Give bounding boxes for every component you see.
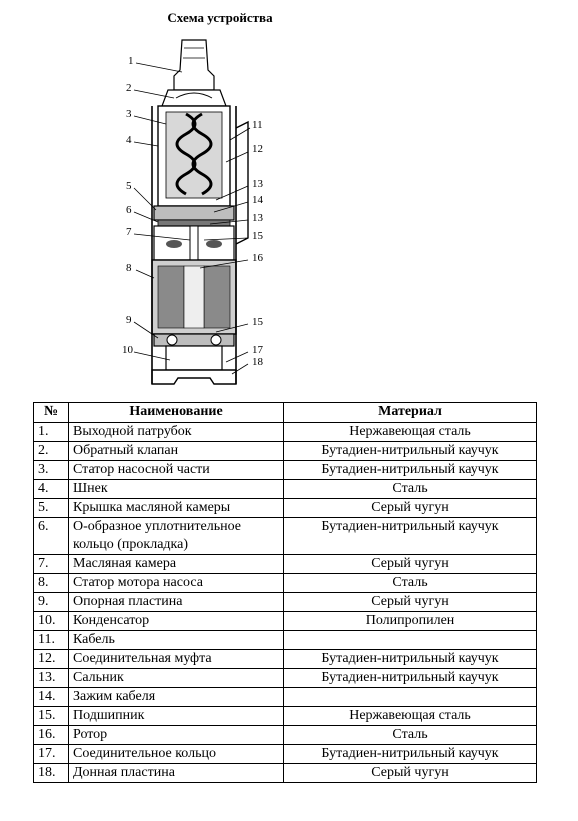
callout-13a: 13	[252, 178, 263, 190]
row-material: Серый чугун	[284, 555, 537, 574]
table-row	[34, 555, 537, 574]
row-name: Статор мотора насоса	[69, 574, 284, 593]
table-row	[34, 688, 537, 707]
callout-4: 4	[126, 134, 132, 146]
callout-10: 10	[122, 344, 133, 356]
row-number: 6.	[34, 518, 69, 555]
callout-14: 14	[252, 194, 263, 206]
row-number: 15.	[34, 707, 69, 726]
row-name: Ротор	[69, 726, 284, 745]
row-number: 17.	[34, 745, 69, 764]
table-row	[34, 726, 537, 745]
table-row	[34, 612, 537, 631]
callout-18: 18	[252, 356, 263, 368]
table-row	[34, 593, 537, 612]
table-row	[34, 480, 537, 499]
row-material: Бутадиен-нитрильный каучук	[284, 745, 537, 764]
row-material: Сталь	[284, 726, 537, 745]
table-row	[34, 574, 537, 593]
row-name: Сальник	[69, 669, 284, 688]
row-name: Статор насосной части	[69, 461, 284, 480]
row-number: 11.	[34, 631, 69, 650]
callout-5: 5	[126, 180, 132, 192]
callout-9: 9	[126, 314, 132, 326]
table-row	[34, 707, 537, 726]
pump-cross-section-diagram	[96, 28, 296, 392]
row-name: О-образное уплотнительное кольцо (прокладка)	[69, 518, 284, 555]
table-row	[34, 669, 537, 688]
table-row	[34, 423, 537, 442]
row-number: 10.	[34, 612, 69, 631]
row-name: Обратный клапан	[69, 442, 284, 461]
row-material: Бутадиен-нитрильный каучук	[284, 669, 537, 688]
row-material: Полипропилен	[284, 612, 537, 631]
table-row	[34, 442, 537, 461]
callout-17: 17	[252, 344, 263, 356]
callout-12: 12	[252, 143, 263, 155]
row-name: Опорная пластина	[69, 593, 284, 612]
row-number: 5.	[34, 499, 69, 518]
callout-3: 3	[126, 108, 132, 120]
row-name: Масляная камера	[69, 555, 284, 574]
row-material: Сталь	[284, 480, 537, 499]
diagram-title: Схема устройства	[167, 10, 273, 25]
callout-15b: 15	[252, 316, 263, 328]
row-name: Кабель	[69, 631, 284, 650]
row-number: 18.	[34, 764, 69, 783]
row-material: Нержавеющая сталь	[284, 707, 537, 726]
table-row	[34, 518, 537, 555]
row-number: 4.	[34, 480, 69, 499]
row-material: Бутадиен-нитрильный каучук	[284, 518, 537, 555]
callout-16: 16	[252, 252, 263, 264]
callout-1: 1	[128, 55, 134, 67]
row-name: Зажим кабеля	[69, 688, 284, 707]
row-name: Подшипник	[69, 707, 284, 726]
row-number: 3.	[34, 461, 69, 480]
header-material: Материал	[284, 403, 537, 423]
row-material	[284, 631, 537, 650]
table-row	[34, 745, 537, 764]
callout-13b: 13	[252, 212, 263, 224]
callout-11: 11	[252, 119, 263, 131]
row-material: Серый чугун	[284, 499, 537, 518]
callout-8: 8	[126, 262, 132, 274]
callout-2: 2	[126, 82, 132, 94]
header-name: Наименование	[69, 403, 284, 423]
row-number: 9.	[34, 593, 69, 612]
table-row	[34, 764, 537, 783]
row-material: Серый чугун	[284, 593, 537, 612]
table-row	[34, 499, 537, 518]
table-row	[34, 631, 537, 650]
row-material: Сталь	[284, 574, 537, 593]
row-material: Нержавеющая сталь	[284, 423, 537, 442]
row-material	[284, 688, 537, 707]
row-material: Бутадиен-нитрильный каучук	[284, 650, 537, 669]
callout-7: 7	[126, 226, 132, 238]
row-name: Выходной патрубок	[69, 423, 284, 442]
row-name: Конденсатор	[69, 612, 284, 631]
row-number: 16.	[34, 726, 69, 745]
header-number: №	[34, 403, 69, 423]
table-row	[34, 461, 537, 480]
components-table	[33, 402, 537, 783]
row-name: Соединительная муфта	[69, 650, 284, 669]
row-material: Бутадиен-нитрильный каучук	[284, 442, 537, 461]
row-number: 7.	[34, 555, 69, 574]
row-number: 1.	[34, 423, 69, 442]
row-material: Бутадиен-нитрильный каучук	[284, 461, 537, 480]
row-name: Шнек	[69, 480, 284, 499]
row-number: 13.	[34, 669, 69, 688]
table-header-row	[34, 403, 537, 423]
row-name: Донная пластина	[69, 764, 284, 783]
row-number: 14.	[34, 688, 69, 707]
row-material: Серый чугун	[284, 764, 537, 783]
row-number: 8.	[34, 574, 69, 593]
table-row	[34, 650, 537, 669]
row-name: Соединительное кольцо	[69, 745, 284, 764]
callout-15a: 15	[252, 230, 263, 242]
row-number: 12.	[34, 650, 69, 669]
row-number: 2.	[34, 442, 69, 461]
row-name: Крышка масляной камеры	[69, 499, 284, 518]
callout-6: 6	[126, 204, 132, 216]
